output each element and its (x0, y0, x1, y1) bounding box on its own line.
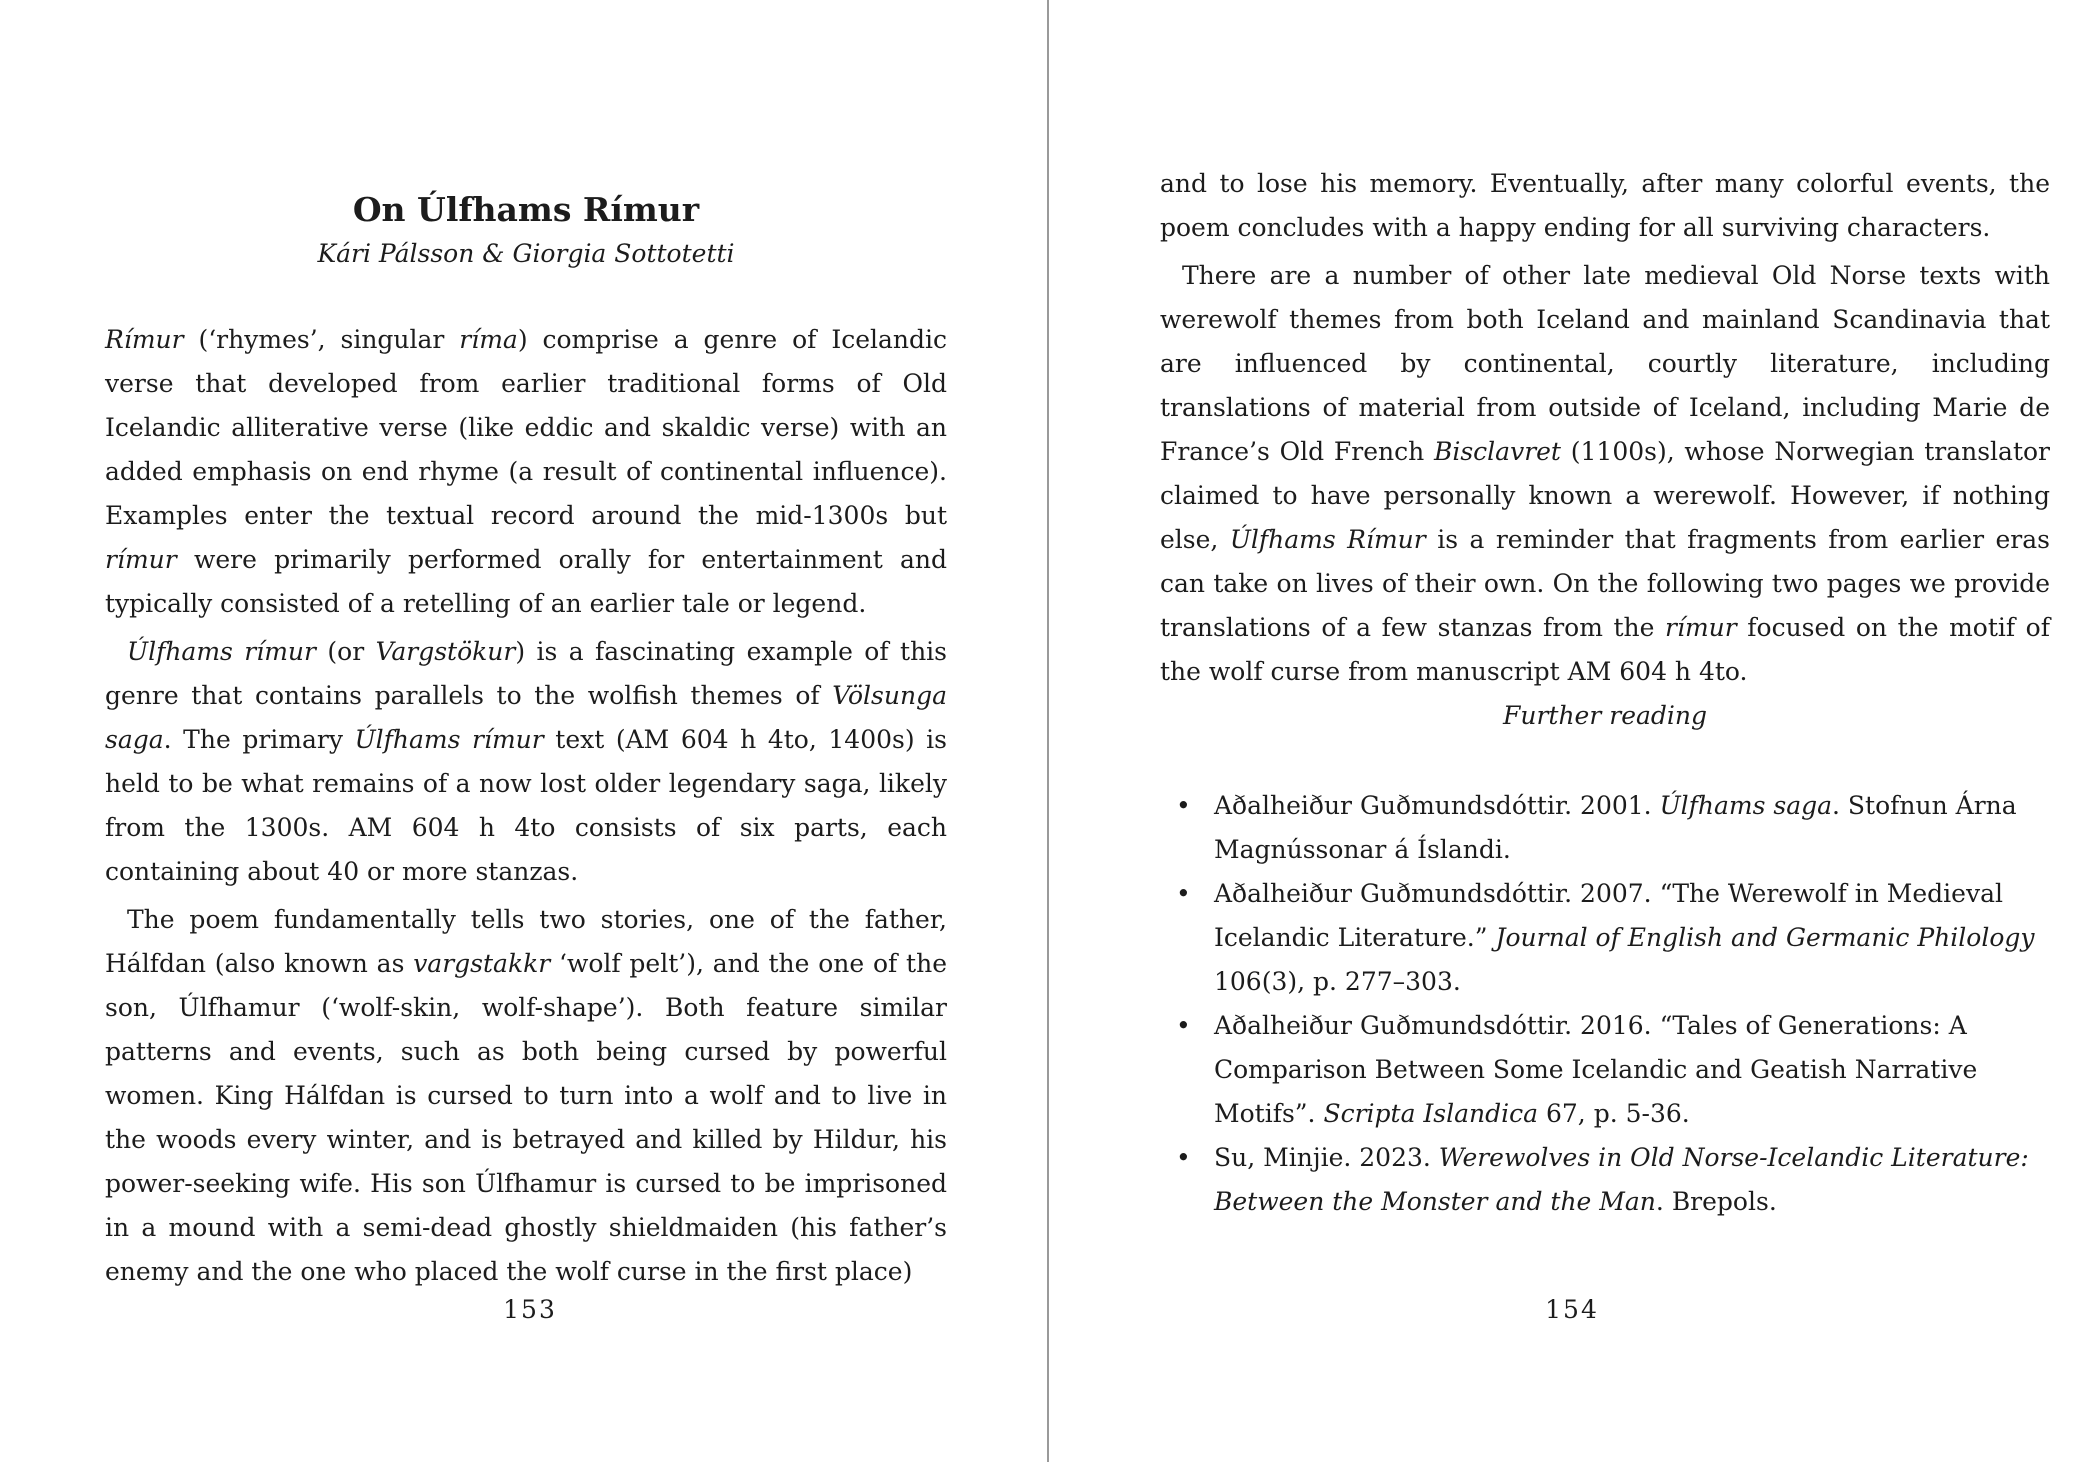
reference-text: Aðalheiður Guðmundsdóttir. 2016. “Tales of Generations: A Comparison Between Some Icelandic and Geatish Narrative Motifs”. Scripta Islandica 67, p. 5-36. (1214, 1011, 1978, 1128)
title-block (105, 186, 947, 274)
left-body-text (105, 318, 947, 1294)
bullet-icon: • (1176, 1011, 1191, 1040)
italic-run: Úlfhams rímur (354, 725, 544, 754)
paragraph-ulfhams-rimur: Úlfhams rímur (or Vargstökur) is a fascinating example of this genre that contains parallels to the wolfish themes of Völsunga saga. The primary Úlfhams rímur text (AM 604 h 4to, 1400s) is held to be what remains of a now lost older legendary saga, likely from the 1300s. AM 604 h 4to consists of six parts, each containing about 40 or more stanzas. (105, 637, 947, 886)
right-body-text (1160, 162, 2050, 1224)
italic-run: rímur (105, 545, 177, 574)
article-authors: Kári Pálsson & Giorgia Sottotetti (317, 239, 735, 268)
article-title: On Úlfhams Rímur (352, 190, 700, 229)
reference-item (1160, 784, 2050, 872)
italic-run: Úlfhams Rímur (1229, 525, 1426, 554)
bullet-icon: • (1176, 791, 1191, 820)
reference-text: Aðalheiður Guðmundsdóttir. 2001. Úlfhams saga. Stofnun Árna Magnússonar á Íslandi. (1214, 791, 2017, 864)
paragraph-poem-summary: The poem fundamentally tells two stories, one of the father, Hálfdan (also known as vargstakkr ‘wolf pelt’), and the one of the son, Úlfhamur (‘wolf-skin, wolf-shape’). Both feature similar patterns and events, such as both being cursed by powerful women. King Hálfdan is cursed to turn into a wolf and to live in the woods every winter, and is betrayed and killed by Hildur, his power-seeking wife. His son Úlfhamur is cursed to be imprisoned in a mound with a semi-dead ghostly shieldmaiden (his father’s enemy and the one who placed the wolf curse in the first place) (105, 905, 947, 1286)
italic-run: Rímur (105, 325, 184, 354)
reference-text: Su, Minjie. 2023. Werewolves in Old Norse-Icelandic Literature: Between the Monster and the Man. Brepols. (1214, 1143, 2029, 1216)
italic-run: Scripta Islandica (1323, 1099, 1539, 1128)
reference-list (1160, 784, 2050, 1224)
page-number-left: 153 (503, 1295, 557, 1324)
paragraph-continuation: and to lose his memory. Eventually, after many colorful events, the poem concludes with a happy ending for all surviving characters. (1160, 169, 2050, 242)
italic-run: Bisclavret (1433, 437, 1561, 466)
italic-run: ríma (459, 325, 518, 354)
italic-run: Vargstökur (375, 637, 516, 666)
italic-run: Werewolves in Old Norse-Icelandic Literature: Between the Monster and the Man (1214, 1143, 2029, 1216)
italic-run: Úlfhams saga (1659, 791, 1833, 820)
italic-run: Völsunga saga (105, 681, 947, 754)
page-number-right: 154 (1545, 1295, 1599, 1324)
bullet-icon: • (1176, 1143, 1191, 1172)
italic-run: vargstakkr (413, 949, 551, 978)
right-page (1048, 0, 2096, 1462)
reference-item (1160, 1136, 2050, 1224)
italic-run: Journal of English and Germanic Philology (1495, 923, 2035, 952)
reference-item (1160, 872, 2050, 1004)
italic-run: Úlfhams rímur (127, 637, 316, 666)
bullet-icon: • (1176, 879, 1191, 908)
italic-run: rímur (1665, 613, 1737, 642)
reference-item (1160, 1004, 2050, 1136)
further-reading-heading: Further reading (1503, 701, 1707, 730)
paragraph-rimur-intro: Rímur (‘rhymes’, singular ríma) comprise a genre of Icelandic verse that developed from earlier traditional forms of Old Icelandic alliterative verse (like eddic and skaldic verse) with an added emphasis on end rhyme (a result of continental influence). Examples enter the textual record around the mid-1300s but rímur were primarily performed orally for entertainment and typically consisted of a retelling of an earlier tale or legend. (105, 325, 947, 618)
reference-text: Aðalheiður Guðmundsdóttir. 2007. “The Werewolf in Medieval Icelandic Literature.” Journal of English and Germanic Philology 106(3), p. 277–303. (1214, 879, 2035, 996)
paragraph-other-texts: There are a number of other late medieval Old Norse texts with werewolf themes from both Iceland and mainland Scandinavia that are influenced by continental, courtly literature, including translations of material from outside of Iceland, including Marie de France’s Old French Bisclavret (1100s), whose Norwegian translator claimed to have personally known a werewolf. However, if nothing else, Úlfhams Rímur is a reminder that fragments from earlier eras can take on lives of their own. On the following two pages we provide translations of a few stanzas from the rímur focused on the motif of the wolf curse from manuscript AM 604 h 4to. (1160, 261, 2050, 686)
